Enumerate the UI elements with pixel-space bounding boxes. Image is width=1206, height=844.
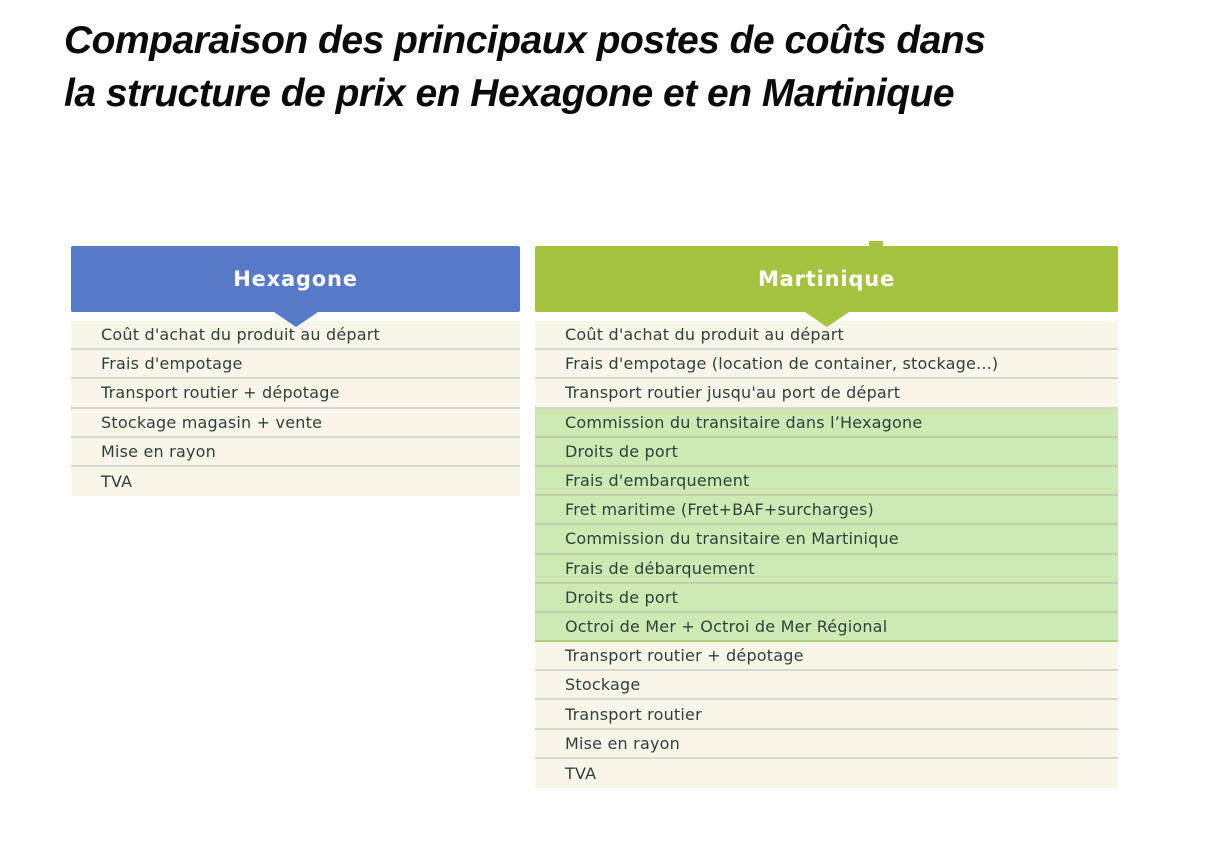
page-title-line2: la structure de prix en Hexagone et en Martinique xyxy=(64,72,955,115)
list-item: Frais d'embarquement xyxy=(535,467,1118,496)
list-item: Mise en rayon xyxy=(71,438,520,467)
list-item: TVA xyxy=(535,759,1118,788)
column-header-hexagone xyxy=(71,246,520,312)
list-item: TVA xyxy=(71,467,520,496)
list-item: Coût d'achat du produit au départ xyxy=(71,321,520,350)
column-hexagone xyxy=(71,246,520,496)
list-item: Transport routier jusqu'au port de départ xyxy=(535,379,1118,408)
pointer-down-icon xyxy=(805,312,849,327)
list-item: Transport routier + dépotage xyxy=(535,642,1118,671)
column-header-label: Martinique xyxy=(757,267,896,291)
list-item: Droits de port xyxy=(535,438,1118,467)
martinique-top-notch xyxy=(869,241,883,246)
list-item: Frais d'empotage (location de container, stockage...) xyxy=(535,350,1118,379)
list-item: Frais de débarquement xyxy=(535,555,1118,584)
list-item: Commission du transitaire en Martinique xyxy=(535,525,1118,554)
list-item: Commission du transitaire dans l’Hexagone xyxy=(535,409,1118,438)
column-header-label: Hexagone xyxy=(233,267,358,291)
column-martinique xyxy=(535,246,1118,788)
list-item: Fret maritime (Fret+BAF+surcharges) xyxy=(535,496,1118,525)
list-item: Transport routier + dépotage xyxy=(71,379,520,408)
cost-list-martinique xyxy=(535,321,1118,788)
list-item: Octroi de Mer + Octroi de Mer Régional xyxy=(535,613,1118,642)
list-item: Transport routier xyxy=(535,700,1118,729)
pointer-down-icon xyxy=(274,312,318,327)
list-item: Frais d'empotage xyxy=(71,350,520,379)
column-header-martinique xyxy=(535,246,1118,312)
list-item: Coût d'achat du produit au départ xyxy=(535,321,1118,350)
list-item: Stockage magasin + vente xyxy=(71,409,520,438)
list-item: Stockage xyxy=(535,671,1118,700)
list-item: Droits de port xyxy=(535,584,1118,613)
list-item: Mise en rayon xyxy=(535,730,1118,759)
page-title-line1: Comparaison des principaux postes de coûts dans xyxy=(64,19,986,62)
cost-list-hexagone xyxy=(71,321,520,496)
